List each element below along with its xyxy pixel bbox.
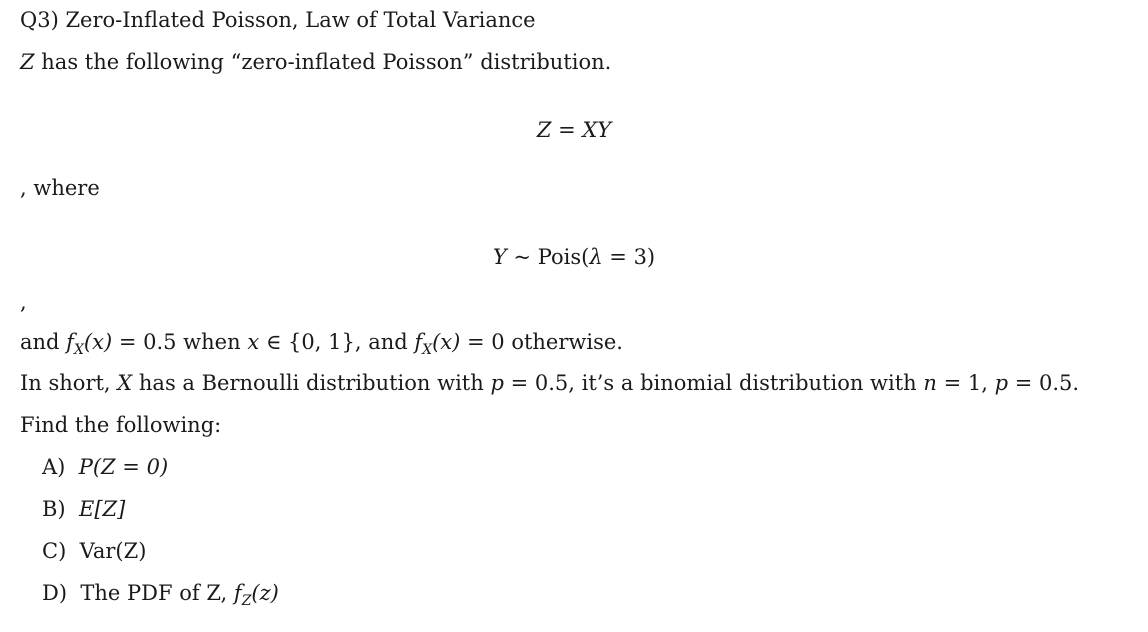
pmf-p1: and [20,330,67,354]
short-p-b: p [994,371,1009,395]
item-c-label: C) [42,539,67,563]
pmf-sub: X [73,342,84,358]
comma-text: , [20,290,27,314]
item-b-label: B) [42,497,66,521]
pmf-f: f [66,330,74,354]
item-a-label: A) [42,455,66,479]
item-d [42,583,279,608]
item-a [42,457,168,478]
short-p: p [490,371,504,395]
pmf-sub2: X [422,342,433,358]
pmf-f2: f [414,330,423,354]
eq1-op: = [551,118,583,142]
find-heading: Find the following: [20,413,222,437]
eq2-lambda: λ [589,245,603,269]
eq2-dist: Pois( [537,245,590,269]
item-b-math: E[Z] [78,497,126,521]
equation-y-pois [0,247,1148,268]
item-c-text: Var(Z) [79,539,147,563]
pmf-p3: ∈ {0, 1}, and [259,330,415,354]
item-a-math: P(Z = 0) [78,455,169,479]
item-b [42,499,125,520]
eq2-rest: = 3) [602,245,656,269]
item-d-arg: (z) [251,581,279,605]
short-p4: = 1, [936,371,995,395]
short-n: n [923,371,937,395]
item-d-label: D) [42,581,68,605]
bernoulli-line [20,373,1079,394]
short-p5: = 0.5. [1008,371,1080,395]
question-title: Q3) Zero-Inflated Poisson, Law of Total Variance [20,8,536,32]
item-c [42,541,146,562]
where-text: , where [20,176,100,200]
eq2-tilde: ~ [506,245,538,269]
item-d-sub: Z [241,593,252,609]
eq2-var: Y [492,245,507,269]
short-p3: = 0.5, it’s a binomial distribution with [503,371,924,395]
var-z: Z [20,50,35,74]
pmf-p2: = 0.5 when [112,330,248,354]
pmf-arg2: (x) [432,330,461,354]
equation-z-xy [0,120,1148,141]
pmf-arg1: (x) [83,330,113,354]
eq1-rhs: XY [582,118,612,142]
item-d-f: f [233,581,242,605]
short-p1: In short, [20,371,118,395]
pmf-p4: = 0 otherwise. [460,330,623,354]
pmf-line [20,332,623,357]
pmf-x: x [247,330,260,354]
intro-line [20,52,611,73]
eq1-lhs: Z [536,118,552,142]
short-x: X [117,371,133,395]
short-p2: has a Bernoulli distribution with [132,371,491,395]
intro-text: has the following “zero-inflated Poisson” distribution. [34,50,612,74]
item-d-text: The PDF of Z, [80,581,234,605]
